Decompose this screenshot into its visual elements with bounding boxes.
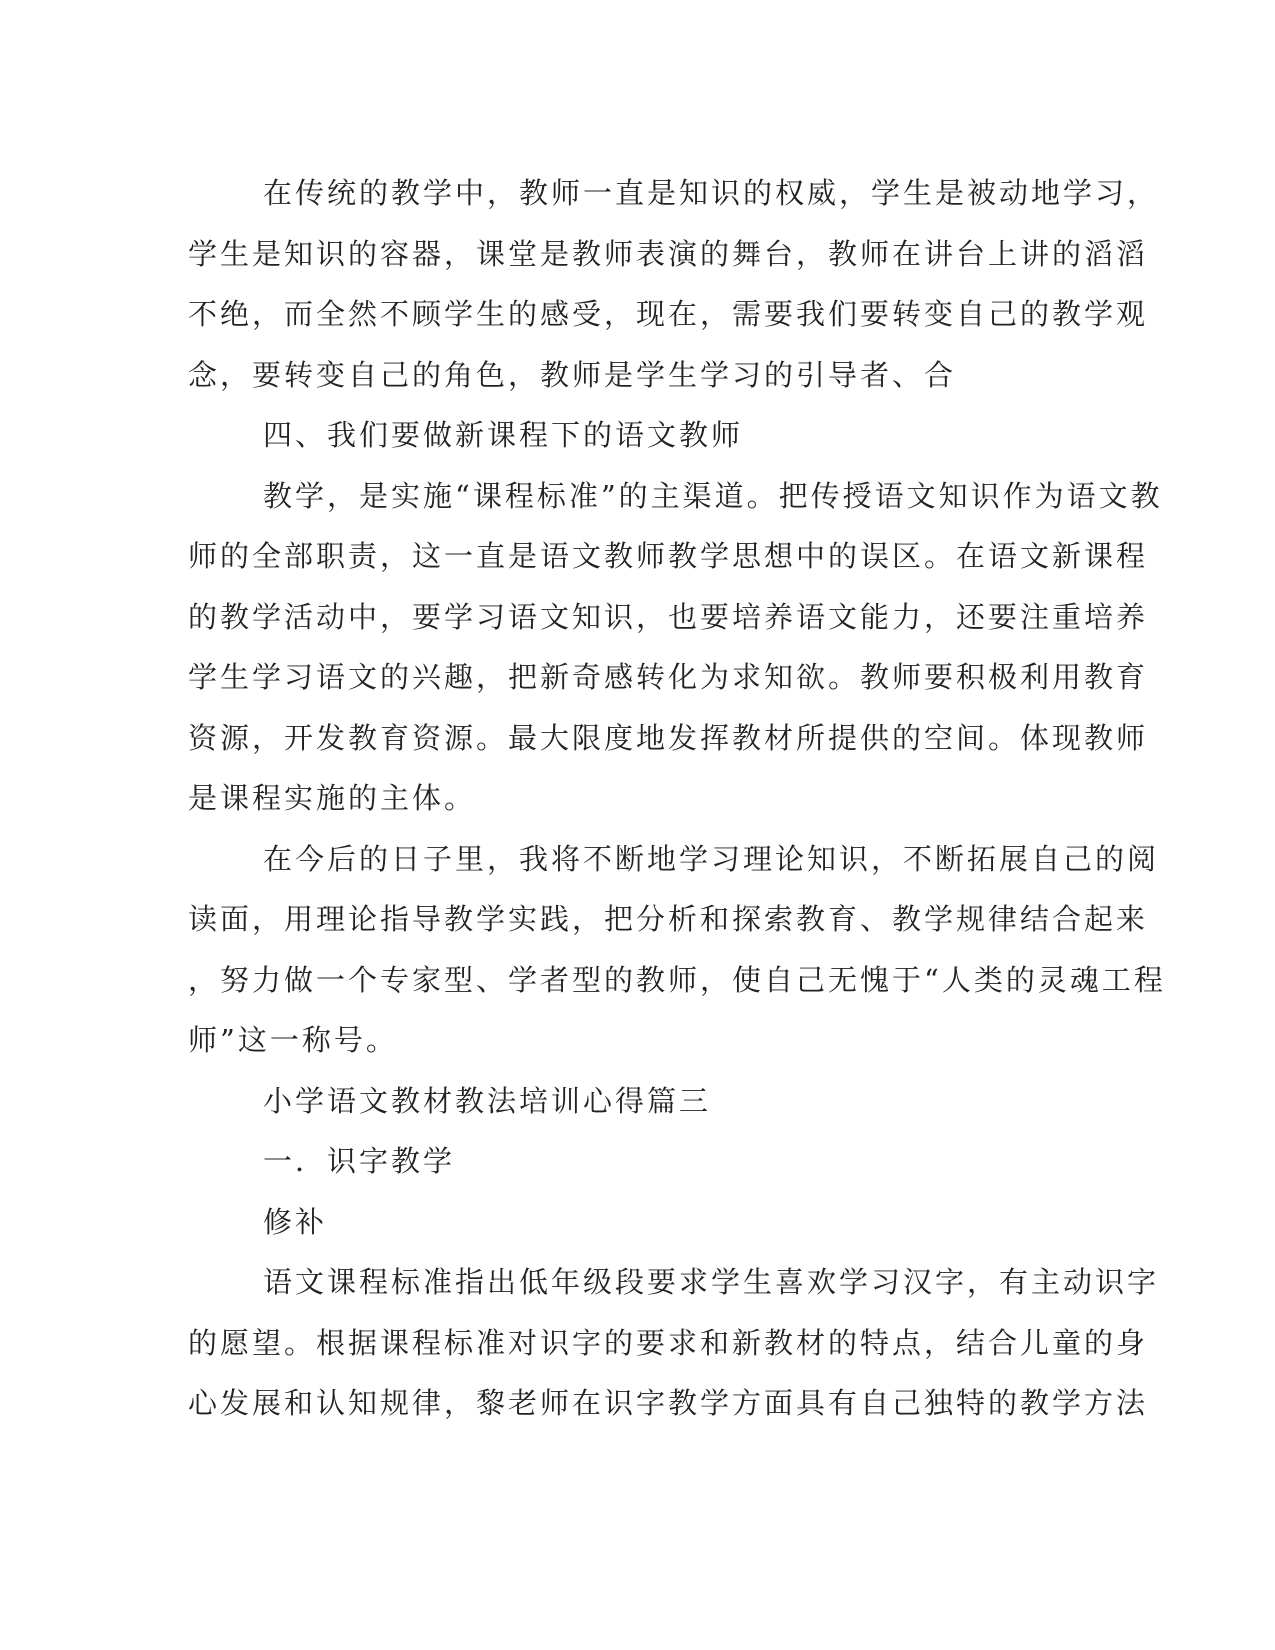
subsection-heading: 一．识字教学 xyxy=(263,1144,456,1178)
text-line: 心发展和认知规律，黎老师在识字教学方面具有自己独特的教学方法 xyxy=(188,1386,1149,1420)
section-title: 小学语文教材教法培训心得篇三 xyxy=(263,1083,712,1118)
text-line: 读面，用理论指导教学实践，把分析和探索教育、教学规律结合起来 xyxy=(188,902,1149,936)
text-line: 教学，是实施“课程标准”的主渠道。把传授语文知识作为语文教 xyxy=(263,478,1163,513)
text-line: 修补 xyxy=(263,1204,328,1239)
text-line: 念，要转变自己的角色，教师是学生学习的引导者、合 xyxy=(188,357,957,392)
text-line: 学生是知识的容器，课堂是教师表演的舞台，教师在讲台上讲的滔滔 xyxy=(188,236,1149,271)
text-line: 语文课程标准指出低年级段要求学生喜欢学习汉字，有主动识字 xyxy=(263,1265,1160,1299)
text-line: 在传统的教学中，教师一直是知识的权威，学生是被动地学习， xyxy=(263,176,1160,210)
text-line: 资源，开发教育资源。最大限度地发挥教材所提供的空间。体现教师 xyxy=(188,720,1149,755)
text-line: 师的全部职责，这一直是语文教师教学思想中的误区。在语文新课程 xyxy=(188,539,1149,573)
text-line: 是课程实施的主体。 xyxy=(188,781,477,815)
section-heading: 四、我们要做新课程下的语文教师 xyxy=(263,418,744,452)
text-line: 的愿望。根据课程标准对识字的要求和新教材的特点，结合儿童的身 xyxy=(188,1325,1149,1360)
text-line: 在今后的日子里，我将不断地学习理论知识，不断拓展自己的阅 xyxy=(263,841,1160,876)
text-line: 不绝，而全然不顾学生的感受，现在，需要我们要转变自己的教学观 xyxy=(188,297,1149,331)
text-line: 学生学习语文的兴趣，把新奇感转化为求知欲。教师要积极利用教育 xyxy=(188,660,1149,694)
text-line: 师”这一称号。 xyxy=(188,1023,398,1057)
text-line: ，努力做一个专家型、学者型的教师，使自己无愧于“人类的灵魂工程 xyxy=(188,962,1166,997)
document-body xyxy=(188,163,1166,1434)
text-line: 的教学活动中，要学习语文知识，也要培养语文能力，还要注重培养 xyxy=(188,599,1149,634)
